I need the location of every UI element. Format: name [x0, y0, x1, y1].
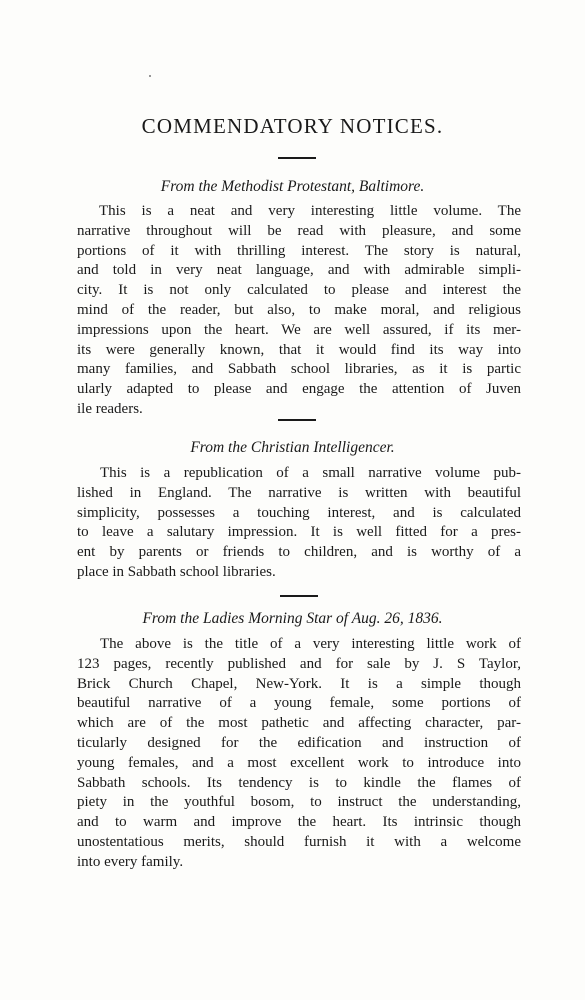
text-line: ile readers.	[77, 400, 143, 417]
text-line: which are of the most pathetic and affecting character, par-	[77, 715, 521, 732]
text-line: beautiful narrative of a young female, some portions of	[77, 695, 521, 712]
text-line: piety in the youthful bosom, to instruct the understanding,	[77, 794, 521, 811]
text-line: lished in England. The narrative is written with beautiful	[77, 484, 521, 501]
text-line: young females, and a most excellent work to introduce into	[77, 754, 521, 771]
text-line: to leave a salutary impression. It is well fitted for a pres-	[77, 524, 521, 541]
text-line: ent by parents or friends to children, and is worthy of a	[77, 544, 521, 561]
text-line: 123 pages, recently published and for sale by J. S Taylor,	[77, 655, 521, 672]
title-rule	[278, 157, 316, 159]
section-rule	[278, 419, 316, 421]
text-line: simplicity, possesses a touching interest, and is calculated	[77, 504, 521, 521]
notice-source-heading: From the Christian Intelligencer.	[190, 439, 395, 456]
text-line: city. It is not only calculated to please and interest the	[77, 282, 521, 299]
notice-body	[77, 202, 521, 420]
text-line: This is a republication of a small narrative volume pub-	[100, 465, 521, 481]
section-rule	[280, 595, 318, 597]
page-title: COMMENDATORY NOTICES.	[141, 114, 444, 138]
text-line: portions of it with thrilling interest. The story is natural,	[77, 242, 521, 259]
text-line: and told in very neat language, and with admirable simpli-	[77, 262, 521, 279]
text-line: unostentatious merits, should furnish it with a welcome	[77, 833, 521, 850]
text-line: its were generally known, that it would find its way into	[77, 341, 521, 358]
text-line: Sabbath schools. Its tendency is to kindle the flames of	[77, 774, 521, 791]
notice-source-heading: From the Methodist Protestant, Baltimore.	[160, 178, 425, 195]
text-line: Brick Church Chapel, New-York. It is a simple though	[77, 675, 521, 692]
text-line: narrative throughout will be read with pleasure, and some	[77, 222, 521, 239]
text-line: The above is the title of a very interesting little work of	[100, 636, 521, 652]
text-line: impressions upon the heart. We are well assured, if its mer-	[77, 321, 521, 338]
text-line: many families, and Sabbath school libraries, as it is partic	[77, 361, 521, 378]
text-line: and to warm and improve the heart. Its intrinsic though	[77, 814, 521, 831]
notice-source-heading: From the Ladies Morning Star of Aug. 26, 1836.	[142, 610, 443, 627]
notice-body	[77, 464, 521, 583]
text-line: ularly adapted to please and engage the attention of Juven	[77, 381, 521, 398]
text-line: ticularly designed for the edification and instruction of	[77, 734, 521, 751]
ink-speck	[149, 75, 151, 77]
text-line: into every family.	[77, 853, 184, 870]
text-line: This is a neat and very interesting little volume. The	[99, 203, 521, 219]
text-line: mind of the reader, but also, to make moral, and religious	[77, 301, 521, 318]
notice-body	[77, 635, 521, 873]
text-line: place in Sabbath school libraries.	[77, 563, 276, 580]
